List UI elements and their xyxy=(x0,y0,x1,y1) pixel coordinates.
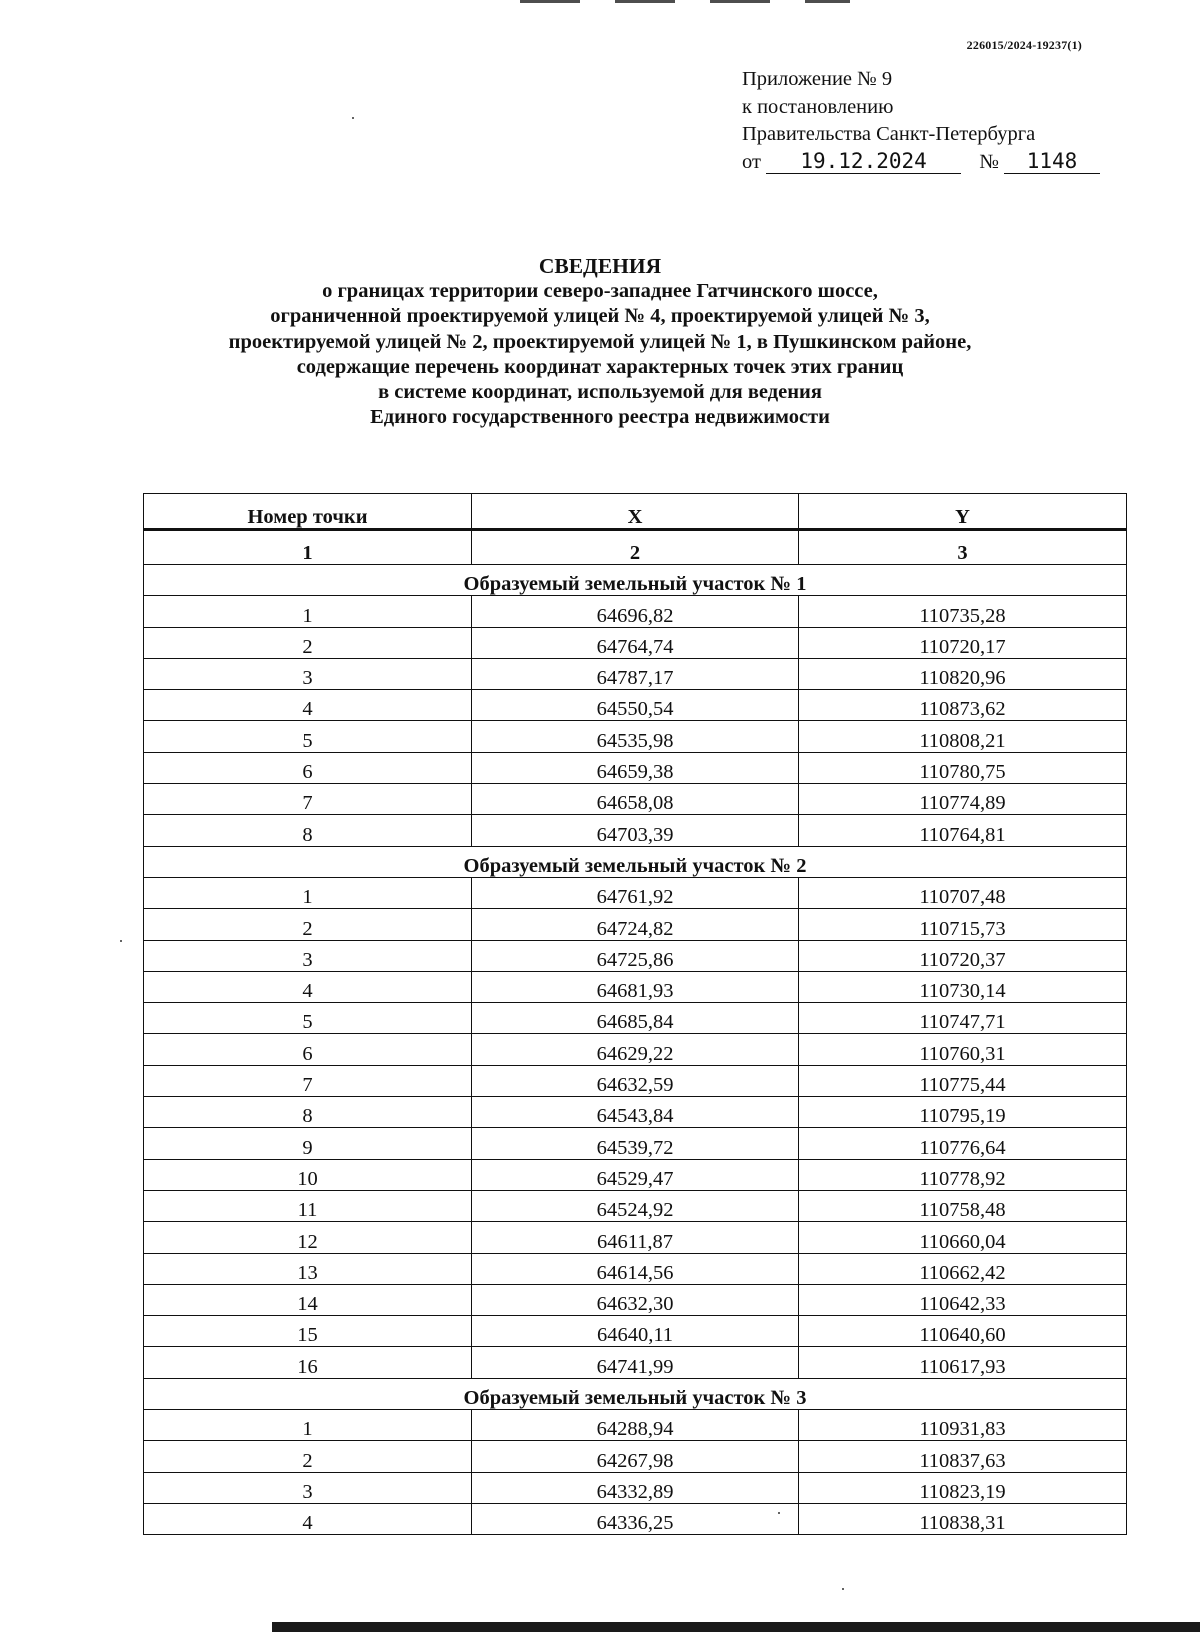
y-coordinate-cell: 110776,64 xyxy=(799,1128,1127,1159)
column-number: 3 xyxy=(799,530,1127,565)
heading-line: о границах территории северо-западнее Гатчинского шоссе, xyxy=(322,280,878,303)
x-coordinate-cell: 64659,38 xyxy=(472,752,799,783)
x-coordinate-cell: 64539,72 xyxy=(472,1128,799,1159)
y-coordinate-cell: 110642,33 xyxy=(799,1284,1127,1315)
point-number-cell: 2 xyxy=(144,1441,472,1472)
point-number-cell: 15 xyxy=(144,1316,472,1347)
y-coordinate-cell: 110837,63 xyxy=(799,1441,1127,1472)
table-row xyxy=(144,815,1127,846)
x-coordinate-cell: 64764,74 xyxy=(472,627,799,658)
x-coordinate-cell: 64332,89 xyxy=(472,1472,799,1503)
table-row xyxy=(144,627,1127,658)
section-title-row xyxy=(144,1378,1127,1409)
x-coordinate-cell: 64741,99 xyxy=(472,1347,799,1378)
table-row xyxy=(144,1253,1127,1284)
point-number-cell: 5 xyxy=(144,1003,472,1034)
point-number-cell: 3 xyxy=(144,940,472,971)
x-coordinate-cell: 64632,59 xyxy=(472,1065,799,1096)
x-coordinate-cell: 64658,08 xyxy=(472,784,799,815)
table-row xyxy=(144,1128,1127,1159)
point-number-cell: 5 xyxy=(144,721,472,752)
section-title: Образуемый земельный участок № 2 xyxy=(144,846,1127,877)
x-coordinate-cell: 64611,87 xyxy=(472,1222,799,1253)
point-number-cell: 1 xyxy=(144,1410,472,1441)
table-row xyxy=(144,1034,1127,1065)
point-number-cell: 3 xyxy=(144,658,472,689)
x-coordinate-cell: 64267,98 xyxy=(472,1441,799,1472)
x-coordinate-cell: 64703,39 xyxy=(472,815,799,846)
point-number-cell: 6 xyxy=(144,1034,472,1065)
y-coordinate-cell: 110730,14 xyxy=(799,971,1127,1002)
y-coordinate-cell: 110617,93 xyxy=(799,1347,1127,1378)
section-title-row xyxy=(144,846,1127,877)
table-row xyxy=(144,1003,1127,1034)
x-coordinate-cell: 64787,17 xyxy=(472,658,799,689)
header-y: Y xyxy=(799,494,1127,530)
y-coordinate-cell: 110838,31 xyxy=(799,1503,1127,1534)
point-number-cell: 4 xyxy=(144,690,472,721)
table-row xyxy=(144,971,1127,1002)
appendix-line-3: Правительства Санкт-Петербурга xyxy=(742,123,1036,145)
resolution-date-field: 19.12.2024 xyxy=(766,149,961,174)
heading-line: ограниченной проектируемой улицей № 4, проектируемой улицей № 3, xyxy=(270,305,930,328)
y-coordinate-cell: 110873,62 xyxy=(799,690,1127,721)
x-coordinate-cell: 64632,30 xyxy=(472,1284,799,1315)
x-coordinate-cell: 64724,82 xyxy=(472,909,799,940)
y-coordinate-cell: 110747,71 xyxy=(799,1003,1127,1034)
x-coordinate-cell: 64336,25 xyxy=(472,1503,799,1534)
point-number-cell: 14 xyxy=(144,1284,472,1315)
point-number-cell: 8 xyxy=(144,815,472,846)
x-coordinate-cell: 64288,94 xyxy=(472,1410,799,1441)
point-number-cell: 2 xyxy=(144,627,472,658)
x-coordinate-cell: 64535,98 xyxy=(472,721,799,752)
point-number-cell: 4 xyxy=(144,971,472,1002)
point-number-cell: 13 xyxy=(144,1253,472,1284)
point-number-cell: 3 xyxy=(144,1472,472,1503)
table-row xyxy=(144,877,1127,908)
y-coordinate-cell: 110778,92 xyxy=(799,1159,1127,1190)
point-number-cell: 16 xyxy=(144,1347,472,1378)
scan-speck xyxy=(352,117,354,119)
y-coordinate-cell: 110820,96 xyxy=(799,658,1127,689)
section-title: Образуемый земельный участок № 1 xyxy=(144,565,1127,596)
x-coordinate-cell: 64529,47 xyxy=(472,1159,799,1190)
table-row xyxy=(144,784,1127,815)
table-row xyxy=(144,1472,1127,1503)
x-coordinate-cell: 64550,54 xyxy=(472,690,799,721)
table-row xyxy=(144,658,1127,689)
header-point-number: Номер точки xyxy=(144,494,472,530)
point-number-cell: 9 xyxy=(144,1128,472,1159)
section-title-row xyxy=(144,565,1127,596)
table-row xyxy=(144,940,1127,971)
table-row xyxy=(144,1222,1127,1253)
y-coordinate-cell: 110795,19 xyxy=(799,1097,1127,1128)
y-coordinate-cell: 110775,44 xyxy=(799,1065,1127,1096)
appendix-line-1: Приложение № 9 xyxy=(742,68,893,90)
x-coordinate-cell: 64524,92 xyxy=(472,1190,799,1221)
y-coordinate-cell: 110774,89 xyxy=(799,784,1127,815)
table-header-row xyxy=(144,494,1127,530)
table-row xyxy=(144,752,1127,783)
section-title: Образуемый земельный участок № 3 xyxy=(144,1378,1127,1409)
scan-speck xyxy=(842,1588,844,1590)
x-coordinate-cell: 64614,56 xyxy=(472,1253,799,1284)
table-row xyxy=(144,596,1127,627)
appendix-date-line xyxy=(742,149,1100,177)
table-row xyxy=(144,1410,1127,1441)
table-row xyxy=(144,1503,1127,1534)
appendix-line-2: к постановлению xyxy=(742,95,894,118)
document-heading xyxy=(0,254,1200,430)
x-coordinate-cell: 64696,82 xyxy=(472,596,799,627)
header-x: X xyxy=(472,494,799,530)
table-row xyxy=(144,909,1127,940)
x-coordinate-cell: 64761,92 xyxy=(472,877,799,908)
table-row xyxy=(144,1065,1127,1096)
x-coordinate-cell: 64725,86 xyxy=(472,940,799,971)
point-number-cell: 1 xyxy=(144,877,472,908)
number-label: № xyxy=(979,150,999,173)
table-row xyxy=(144,1441,1127,1472)
point-number-cell: 4 xyxy=(144,1503,472,1534)
x-coordinate-cell: 64629,22 xyxy=(472,1034,799,1065)
x-coordinate-cell: 64543,84 xyxy=(472,1097,799,1128)
point-number-cell: 6 xyxy=(144,752,472,783)
y-coordinate-cell: 110735,28 xyxy=(799,596,1127,627)
table-row xyxy=(144,1159,1127,1190)
point-number-cell: 7 xyxy=(144,784,472,815)
appendix-block xyxy=(742,66,1100,176)
x-coordinate-cell: 64681,93 xyxy=(472,971,799,1002)
y-coordinate-cell: 110760,31 xyxy=(799,1034,1127,1065)
y-coordinate-cell: 110758,48 xyxy=(799,1190,1127,1221)
scan-artifact-bottom xyxy=(272,1622,1200,1632)
coordinates-table xyxy=(143,493,1127,1535)
y-coordinate-cell: 110780,75 xyxy=(799,752,1127,783)
point-number-cell: 12 xyxy=(144,1222,472,1253)
scan-speck xyxy=(778,1512,780,1514)
table-row xyxy=(144,1347,1127,1378)
y-coordinate-cell: 110715,73 xyxy=(799,909,1127,940)
heading-line: содержащие перечень координат характерных точек этих границ xyxy=(296,355,904,378)
point-number-cell: 1 xyxy=(144,596,472,627)
y-coordinate-cell: 110823,19 xyxy=(799,1472,1127,1503)
document-registration-code: 226015/2024-19237(1) xyxy=(966,38,1082,52)
column-number-row xyxy=(144,530,1127,565)
y-coordinate-cell: 110720,37 xyxy=(799,940,1127,971)
column-number: 2 xyxy=(472,530,799,565)
heading-line: Единого государственного реестра недвижимости xyxy=(370,406,830,429)
point-number-cell: 2 xyxy=(144,909,472,940)
table-row xyxy=(144,690,1127,721)
y-coordinate-cell: 110720,17 xyxy=(799,627,1127,658)
y-coordinate-cell: 110662,42 xyxy=(799,1253,1127,1284)
scan-speck xyxy=(120,940,122,942)
y-coordinate-cell: 110640,60 xyxy=(799,1316,1127,1347)
table-row xyxy=(144,1097,1127,1128)
y-coordinate-cell: 110707,48 xyxy=(799,877,1127,908)
heading-title: СВЕДЕНИЯ xyxy=(538,254,662,278)
x-coordinate-cell: 64685,84 xyxy=(472,1003,799,1034)
point-number-cell: 7 xyxy=(144,1065,472,1096)
point-number-cell: 11 xyxy=(144,1190,472,1221)
x-coordinate-cell: 64640,11 xyxy=(472,1316,799,1347)
column-number: 1 xyxy=(144,530,472,565)
resolution-number-field: 1148 xyxy=(1004,149,1100,174)
point-number-cell: 10 xyxy=(144,1159,472,1190)
heading-line: в системе координат, используемой для ведения xyxy=(378,381,822,404)
y-coordinate-cell: 110660,04 xyxy=(799,1222,1127,1253)
table-row xyxy=(144,721,1127,752)
y-coordinate-cell: 110931,83 xyxy=(799,1410,1127,1441)
y-coordinate-cell: 110808,21 xyxy=(799,721,1127,752)
scan-artifact-top xyxy=(520,0,850,3)
heading-line: проектируемой улицей № 2, проектируемой улицей № 1, в Пушкинском районе, xyxy=(228,330,972,353)
from-label: от xyxy=(742,150,761,173)
table-row xyxy=(144,1284,1127,1315)
table-row xyxy=(144,1316,1127,1347)
table-row xyxy=(144,1190,1127,1221)
point-number-cell: 8 xyxy=(144,1097,472,1128)
y-coordinate-cell: 110764,81 xyxy=(799,815,1127,846)
